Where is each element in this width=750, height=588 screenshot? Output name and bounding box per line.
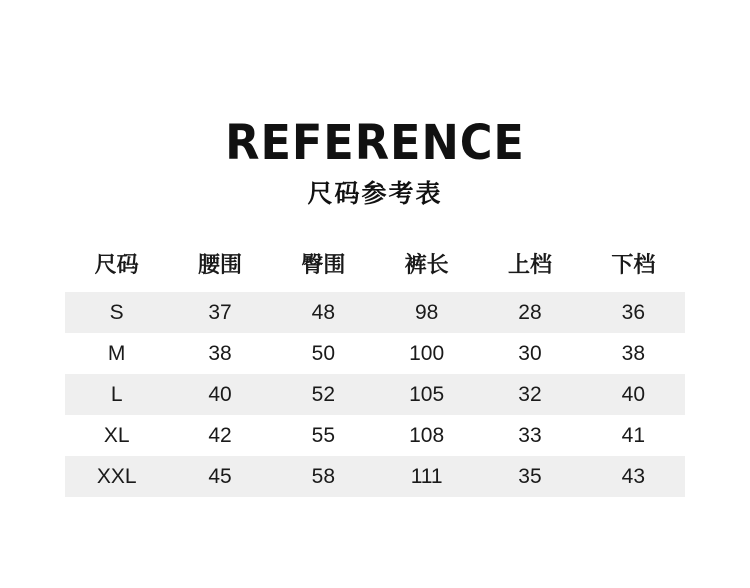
- cell-rise: 32: [478, 374, 581, 415]
- cell-hip: 48: [272, 292, 375, 333]
- size-table: [65, 238, 685, 497]
- table-row: [65, 456, 685, 497]
- cell-inseam: 36: [582, 292, 685, 333]
- cell-hip: 55: [272, 415, 375, 456]
- cell-inseam: 43: [582, 456, 685, 497]
- table-row: [65, 333, 685, 374]
- cell-waist: 38: [168, 333, 271, 374]
- cell-length: 100: [375, 333, 478, 374]
- cell-rise: 30: [478, 333, 581, 374]
- cell-length: 108: [375, 415, 478, 456]
- cell-inseam: 38: [582, 333, 685, 374]
- cell-rise: 33: [478, 415, 581, 456]
- cell-length: 98: [375, 292, 478, 333]
- cell-waist: 37: [168, 292, 271, 333]
- table-header: [65, 238, 685, 292]
- cell-size: M: [65, 333, 168, 374]
- cell-waist: 40: [168, 374, 271, 415]
- cell-waist: 42: [168, 415, 271, 456]
- cell-rise: 28: [478, 292, 581, 333]
- title-block: [0, 0, 750, 210]
- column-header-hip: 臀围: [301, 252, 346, 278]
- column-header-size: 尺码: [94, 252, 139, 278]
- table-row: [65, 415, 685, 456]
- column-header-length: 裤长: [404, 252, 449, 278]
- table-body: [65, 292, 685, 497]
- cell-inseam: 41: [582, 415, 685, 456]
- cell-rise: 35: [478, 456, 581, 497]
- table-row: [65, 374, 685, 415]
- cell-waist: 45: [168, 456, 271, 497]
- column-header-inseam: 下档: [611, 252, 656, 278]
- column-header-rise: 上档: [507, 252, 552, 278]
- cell-length: 105: [375, 374, 478, 415]
- cell-hip: 50: [272, 333, 375, 374]
- column-header-waist: 腰围: [197, 252, 242, 278]
- cell-inseam: 40: [582, 374, 685, 415]
- cell-size: L: [65, 374, 168, 415]
- page-subtitle: 尺码参考表: [307, 179, 443, 209]
- cell-length: 111: [375, 456, 478, 497]
- size-table-container: [65, 238, 685, 497]
- page-title: REFERENCE: [225, 115, 525, 171]
- cell-hip: 58: [272, 456, 375, 497]
- cell-size: XXL: [65, 456, 168, 497]
- cell-size: S: [65, 292, 168, 333]
- cell-hip: 52: [272, 374, 375, 415]
- cell-size: XL: [65, 415, 168, 456]
- table-header-row: [65, 238, 685, 292]
- table-row: [65, 292, 685, 333]
